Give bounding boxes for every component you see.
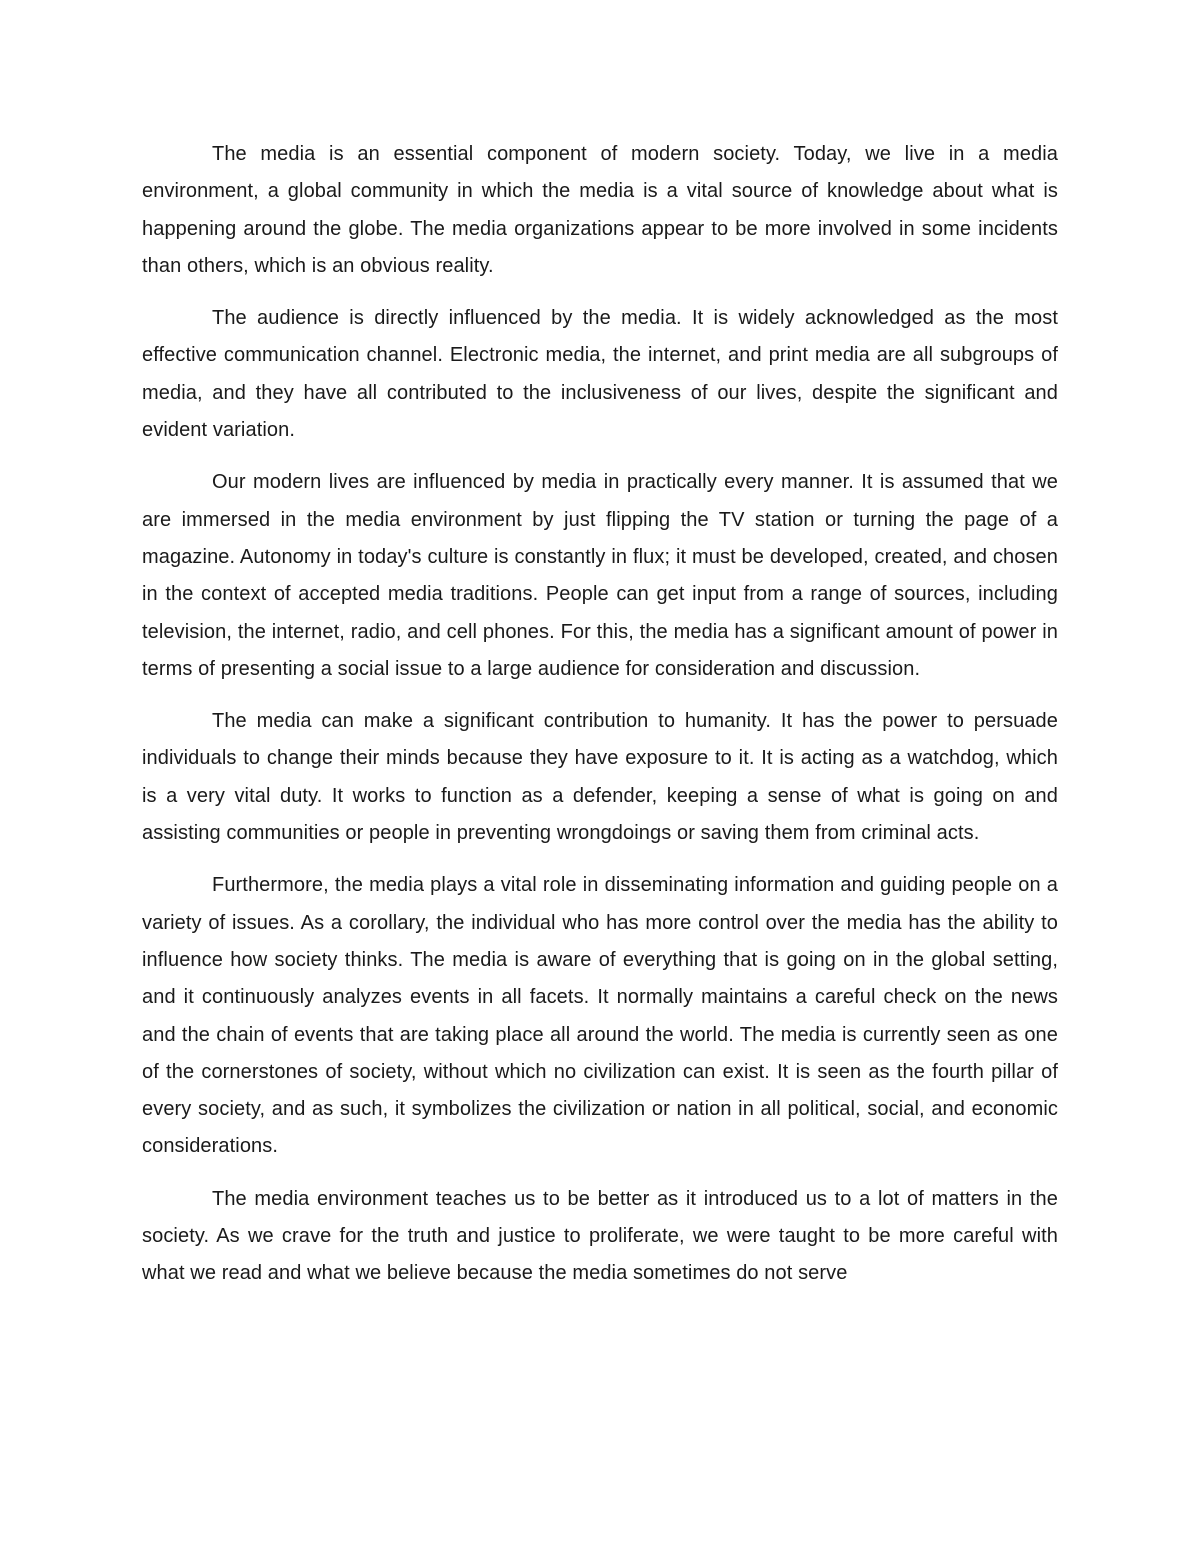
- document-body: [142, 136, 1058, 1308]
- paragraph-1: The media is an essential component of modern society. Today, we live in a media environment, a global community in which the media is a vital source of knowledge about what is happening around the globe. The media organizations appear to be more involved in some incidents than others, which is an obvious reality.: [142, 143, 1058, 277]
- paragraph-3: Our modern lives are influenced by media in practically every manner. It is assumed that we are immersed in the media environment by just flipping the TV station or turning the page of a magazine. Autonomy in today's culture is constantly in flux; it must be developed, created, and chosen in the context of accepted media traditions. People can get input from a range of sources, including television, the internet, radio, and cell phones. For this, the media has a significant amount of power in terms of presenting a social issue to a large audience for consideration and discussion.: [142, 471, 1058, 680]
- paragraph-6: The media environment teaches us to be better as it introduced us to a lot of matters in the society. As we crave for the truth and justice to proliferate, we were taught to be more careful with what we read and what we believe because the media sometimes do not serve: [142, 1187, 1058, 1285]
- paragraph-4: The media can make a significant contribution to humanity. It has the power to persuade individuals to change their minds because they have exposure to it. It is acting as a watchdog, which is a very vital duty. It works to function as a defender, keeping a sense of what is going on and assisting communities or people in preventing wrongdoings or saving them from criminal acts.: [142, 710, 1058, 845]
- paragraph-5: Furthermore, the media plays a vital role in disseminating information and guiding people on a variety of issues. As a corollary, the individual who has more control over the media has the ability to influence how society thinks. The media is aware of everything that is going on in the global setting, and it continuously analyzes events in all facets. It normally maintains a careful check on the news and the chain of events that are taking place all around the world. The media is currently seen as one of the cornerstones of society, without which no civilization can exist. It is seen as the fourth pillar of every society, and as such, it symbolizes the civilization or nation in all political, social, and economic considerations.: [142, 874, 1058, 1158]
- paragraph-2: The audience is directly influenced by the media. It is widely acknowledged as the most effective communication channel. Electronic media, the internet, and print media are all subgroups of media, and they have all contributed to the inclusiveness of our lives, despite the significant and evident variation.: [142, 307, 1058, 442]
